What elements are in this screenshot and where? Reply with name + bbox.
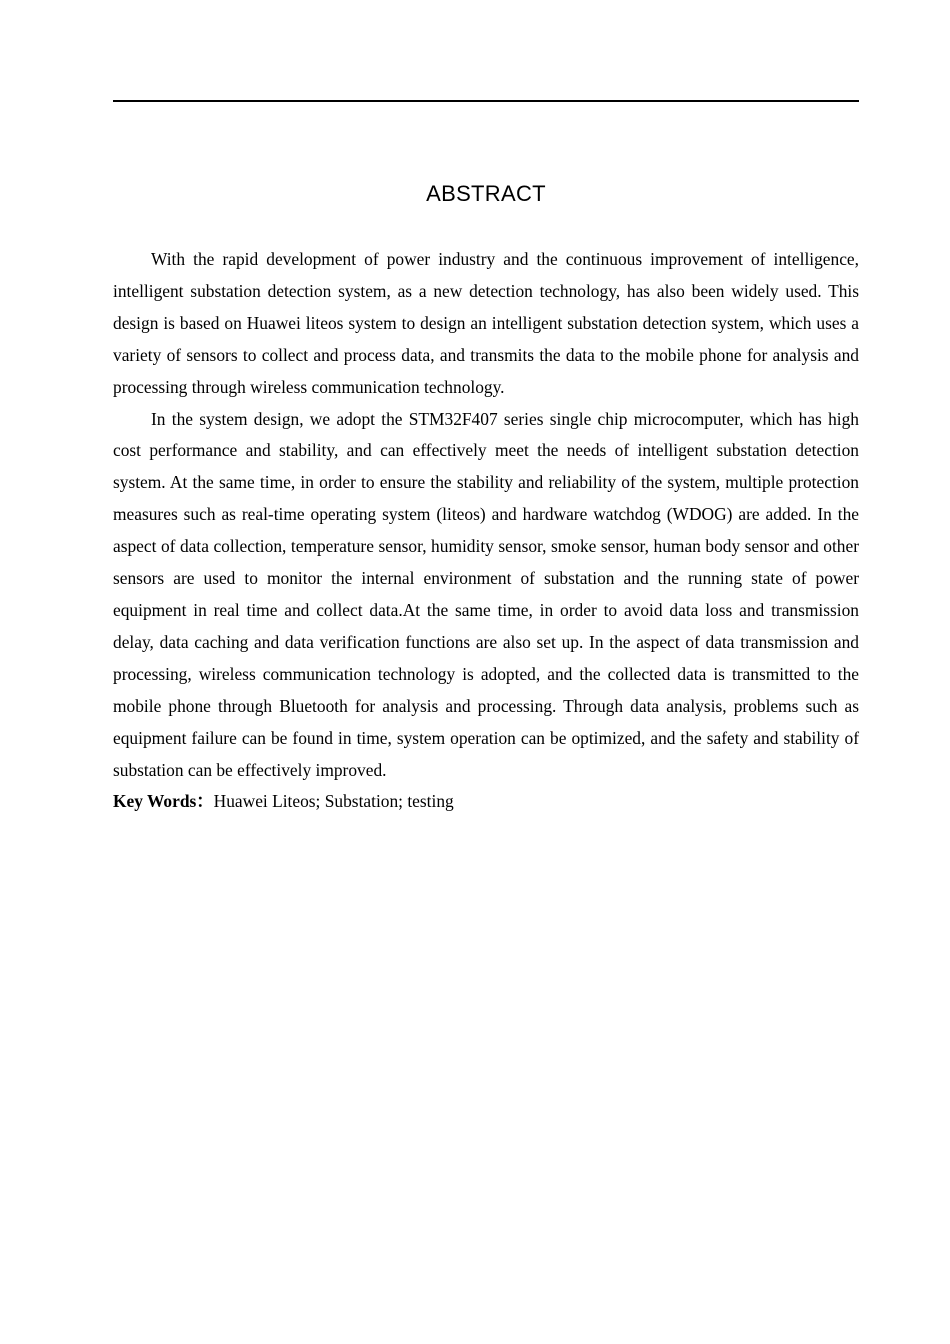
abstract-paragraph-2: In the system design, we adopt the STM32F407 series single chip microcomputer, which has high cost performance and stability, and can effectively meet the needs of intelligent substation detection system. At the same time, in order to ensure the stability and reliability of the system, multiple protection measures such as real-time operating system (liteos) and hardware watchdog (WDOG) are added. In the aspect of data collection, temperature sensor, humidity sensor, smoke sensor, human body sensor and other sensors are used to monitor the internal environment of substation and the running state of power equipment in real time and collect data.At the same time, in order to avoid data loss and transmission delay, data caching and data verification functions are also set up. In the aspect of data transmission and processing, wireless communication technology is adopted, and the collected data is transmitted to the mobile phone through Bluetooth for analysis and processing. Through data analysis, problems such as equipment failure can be found in time, system operation can be optimized, and the safety and stability of substation can be effectively improved. xyxy=(113,408,859,780)
abstract-title: ABSTRACT xyxy=(426,181,546,206)
keywords-label: Key Words： xyxy=(113,791,214,812)
keywords-value: Huawei Liteos; Substation; testing xyxy=(213,791,454,812)
keywords-line xyxy=(113,786,859,818)
abstract-paragraph-1: With the rapid development of power industry and the continuous improvement of intelligence, intelligent substation detection system, as a new detection technology, has also been widely used. This design is based on Huawei liteos system to design an intelligent substation detection system, which uses a variety of sensors to collect and process data, and transmits the data to the mobile phone for analysis and processing through wireless communication technology. xyxy=(113,249,859,397)
header-rule xyxy=(113,100,859,102)
abstract-body xyxy=(113,244,859,818)
